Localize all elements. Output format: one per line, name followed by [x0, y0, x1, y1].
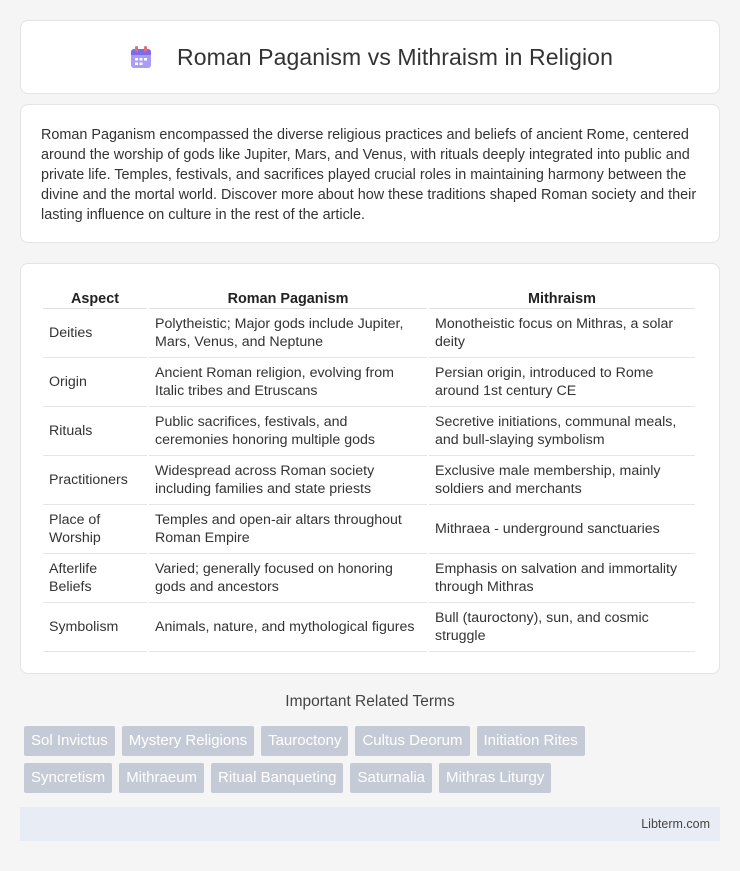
row-aspect: Practitioners	[43, 456, 147, 505]
row-aspect: Afterlife Beliefs	[43, 554, 147, 603]
tag-ritual-banqueting[interactable]: Ritual Banqueting	[211, 763, 343, 793]
tag-mystery-religions[interactable]: Mystery Religions	[122, 726, 254, 756]
row-roman: Public sacrifices, festivals, and ceremonies honoring multiple gods	[149, 407, 427, 456]
comparison-table	[41, 284, 697, 652]
header-mithraism: Mithraism	[429, 284, 695, 309]
row-mithraism: Persian origin, introduced to Rome around 1st century CE	[429, 358, 695, 407]
row-roman: Ancient Roman religion, evolving from Italic tribes and Etruscans	[149, 358, 427, 407]
row-mithraism: Secretive initiations, communal meals, and bull-slaying symbolism	[429, 407, 695, 456]
row-aspect: Deities	[43, 309, 147, 358]
table-row	[43, 309, 695, 358]
row-roman: Polytheistic; Major gods include Jupiter, Mars, Venus, and Neptune	[149, 309, 427, 358]
footer-site-link[interactable]: Libterm.com	[641, 817, 710, 831]
tag-initiation-rites[interactable]: Initiation Rites	[477, 726, 585, 756]
table-header-row	[43, 284, 695, 309]
table-row	[43, 554, 695, 603]
row-aspect: Symbolism	[43, 603, 147, 652]
comparison-card	[20, 263, 720, 674]
tag-sol-invictus[interactable]: Sol Invictus	[24, 726, 115, 756]
header-aspect: Aspect	[43, 284, 147, 309]
intro-card	[20, 104, 720, 243]
row-roman: Temples and open-air altars throughout Roman Empire	[149, 505, 427, 554]
tag-syncretism[interactable]: Syncretism	[24, 763, 112, 793]
table-row	[43, 358, 695, 407]
title-card	[20, 20, 720, 94]
row-mithraism: Monotheistic focus on Mithras, a solar deity	[429, 309, 695, 358]
tag-cultus-deorum[interactable]: Cultus Deorum	[355, 726, 469, 756]
tag-tauroctony[interactable]: Tauroctony	[261, 726, 348, 756]
related-terms	[24, 726, 724, 800]
row-mithraism: Exclusive male membership, mainly soldiers and merchants	[429, 456, 695, 505]
tag-saturnalia[interactable]: Saturnalia	[350, 763, 432, 793]
page-title: Roman Paganism vs Mithraism in Religion	[177, 43, 613, 70]
tag-mithras-liturgy[interactable]: Mithras Liturgy	[439, 763, 551, 793]
row-mithraism: Mithraea - underground sanctuaries	[429, 505, 695, 554]
row-roman: Animals, nature, and mythological figures	[149, 603, 427, 652]
tag-row	[24, 763, 724, 793]
row-mithraism: Emphasis on salvation and immortality through Mithras	[429, 554, 695, 603]
table-row	[43, 407, 695, 456]
intro-text: Roman Paganism encompassed the diverse religious practices and beliefs of ancient Rome, centered around the worship of gods like Jupiter, Mars, and Venus, with rituals deeply integrated into public and private life. Temples, festivals, and sacrifices played crucial roles in maintaining harmony between the divine and the mortal world. Discover more about how these traditions shaped Roman society and their lasting influence on culture in the rest of the article.	[41, 127, 697, 223]
row-mithraism: Bull (tauroctony), sun, and cosmic struggle	[429, 603, 695, 652]
row-roman: Varied; generally focused on honoring gods and ancestors	[149, 554, 427, 603]
table-row	[43, 603, 695, 652]
table-row	[43, 456, 695, 505]
tag-mithraeum[interactable]: Mithraeum	[119, 763, 204, 793]
row-aspect: Origin	[43, 358, 147, 407]
tag-row	[24, 726, 724, 756]
row-aspect: Rituals	[43, 407, 147, 456]
row-aspect: Place of Worship	[43, 505, 147, 554]
row-roman: Widespread across Roman society including families and state priests	[149, 456, 427, 505]
calendar-icon	[127, 43, 155, 71]
footer	[20, 807, 720, 841]
related-terms-heading: Important Related Terms	[285, 693, 455, 710]
header-roman-paganism: Roman Paganism	[149, 284, 427, 309]
table-row	[43, 505, 695, 554]
